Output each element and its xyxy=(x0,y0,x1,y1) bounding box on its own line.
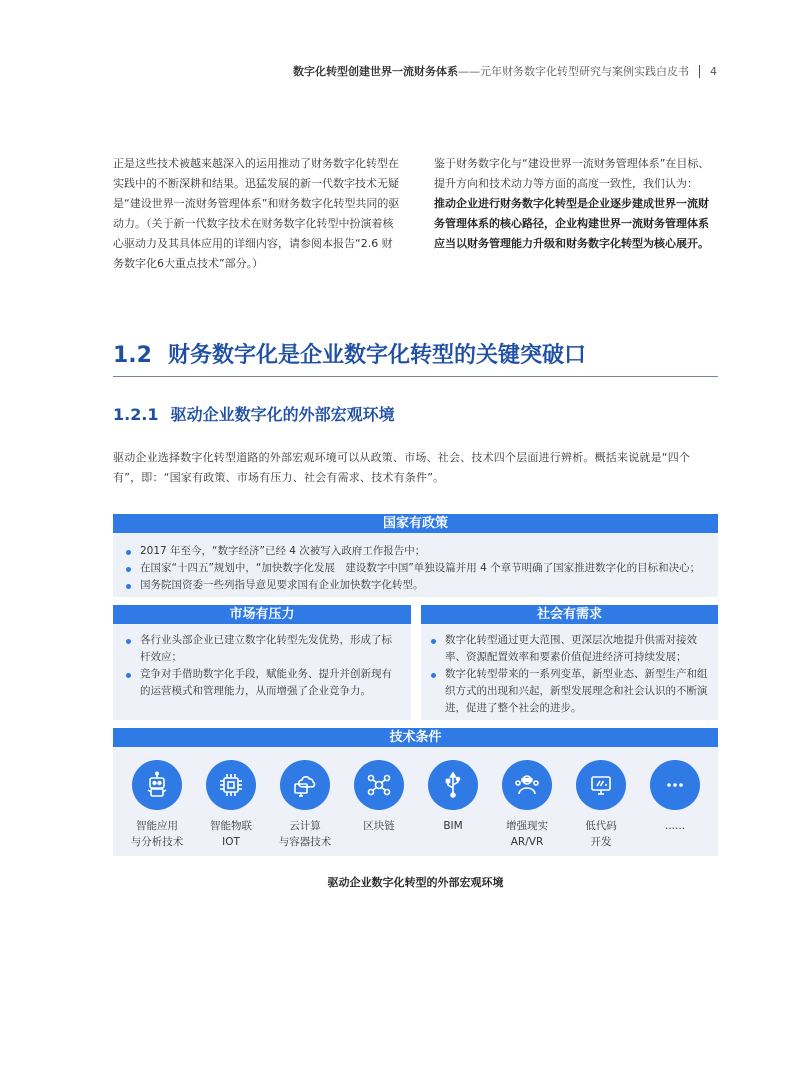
tech-item-ai xyxy=(120,760,194,850)
tech-item-blockchain xyxy=(342,760,416,834)
tech-item-ar-vr xyxy=(490,760,564,850)
list-item: 数字化转型通过更大范围、更深层次地提升供需对接效率、资源配置效率和要素价值促进经济可持续发展； xyxy=(431,632,709,666)
society-panel xyxy=(421,624,718,720)
market-panel xyxy=(113,624,411,720)
market-header: 市场有压力 xyxy=(113,605,411,624)
section-title: 财务数字化是企业数字化转型的关键突破口 xyxy=(167,343,586,368)
intro-left-column: 正是这些技术被越来越深入的运用推动了财务数字化转型在实践中的不断深耕和结果。迅猛发展的新一代数字技术无疑是“建设世界一流财务管理体系”和财务数字化转型共同的驱动力。（关于新一代数字技术在财务数字化转型中扮演着核心驱动力及其具体应用的详细内容，请参阅本报告“2.6 财务数字化6大重点技术”部分。） xyxy=(113,157,400,270)
low-code-icon xyxy=(576,760,626,810)
society-header: 社会有需求 xyxy=(421,605,718,624)
vr-user-icon xyxy=(502,760,552,810)
society-list xyxy=(431,632,709,717)
subsection-number: 1.2.1 xyxy=(113,405,159,424)
policy-panel xyxy=(113,533,718,597)
tech-panel xyxy=(113,747,718,856)
tech-item-iot xyxy=(194,760,268,850)
tech-label: 智能物联 IOT xyxy=(210,820,252,848)
more-icon xyxy=(650,760,700,810)
section-divider xyxy=(113,376,718,377)
tech-item-more xyxy=(638,760,712,834)
page-header xyxy=(293,63,717,79)
header-title-rest: ——元年财务数字化转型研究与案例实践白皮书 xyxy=(458,65,689,78)
intro-right-column xyxy=(434,154,719,254)
tech-label: 增强现实 AR/VR xyxy=(506,820,548,848)
tech-label: BIM xyxy=(443,820,463,832)
policy-header: 国家有政策 xyxy=(113,514,718,533)
header-title-bold: 数字化转型创建世界一流财务体系 xyxy=(293,65,458,78)
cloud-computer-icon xyxy=(280,760,330,810)
section-number: 1.2 xyxy=(113,343,152,368)
page-number: 4 xyxy=(710,64,717,78)
tech-item-cloud xyxy=(268,760,342,850)
blockchain-icon xyxy=(354,760,404,810)
list-item: 国务院国资委一些列指导意见要求国有企业加快数字化转型。 xyxy=(126,577,711,594)
tech-label: 低代码 开发 xyxy=(585,820,617,848)
subsection-title: 驱动企业数字化的外部宏观环境 xyxy=(170,405,395,424)
tech-label: ...... xyxy=(664,820,686,832)
tech-label: 智能应用 与分析技术 xyxy=(130,820,184,848)
list-item: 在国家“十四五”规划中，“加快数字化发展 建设数字中国”单独设篇并用 4 个章节明确了国家推进数字化的目标和决心； xyxy=(126,560,711,577)
body-paragraph: 驱动企业选择数字化转型道路的外部宏观环境可以从政策、市场、社会、技术四个层面进行辨析。概括来说就是“四个有”，即：“国家有政策、市场有压力、社会有需求、技术有条件”。 xyxy=(113,451,691,484)
chip-icon xyxy=(206,760,256,810)
tech-label: 云计算 与容器技术 xyxy=(278,820,332,848)
intro-right-text: 鉴于财务数字化与“建设世界一流财务管理体系”在目标、提升方向和技术动力等方面的高度一致性，我们认为： xyxy=(434,157,710,190)
tech-item-bim xyxy=(416,760,490,834)
robot-icon xyxy=(132,760,182,810)
intro-right-strong: 推动企业进行财务数字化转型是企业逐步建成世界一流财务管理体系的核心路径，企业构建世界一流财务管理体系应当以财务管理能力升级和财务数字化转型为核心展开。 xyxy=(434,197,709,250)
usb-icon xyxy=(428,760,478,810)
tech-label: 区块链 xyxy=(363,820,395,832)
figure-caption: 驱动企业数字化转型的外部宏观环境 xyxy=(327,876,504,889)
tech-item-low-code xyxy=(564,760,638,850)
list-item: 各行业头部企业已建立数字化转型先发优势，形成了标杆效应； xyxy=(126,632,402,666)
list-item: 数字化转型带来的一系列变革，新型业态、新型生产和组织方式的出现和兴起，新型发展理念和社会认识的不断演进，促进了整个社会的进步。 xyxy=(431,666,709,717)
header-divider xyxy=(699,65,700,78)
policy-list xyxy=(126,543,711,594)
market-list xyxy=(126,632,402,700)
list-item: 竞争对手借助数字化手段，赋能业务、提升并创新现有的运营模式和管理能力，从而增强了企业竞争力。 xyxy=(126,666,402,700)
section-heading xyxy=(113,338,586,369)
list-item: 2017 年至今，“数字经济”已经 4 次被写入政府工作报告中； xyxy=(126,543,711,560)
tech-header: 技术条件 xyxy=(113,728,718,747)
subsection-heading xyxy=(113,402,395,425)
